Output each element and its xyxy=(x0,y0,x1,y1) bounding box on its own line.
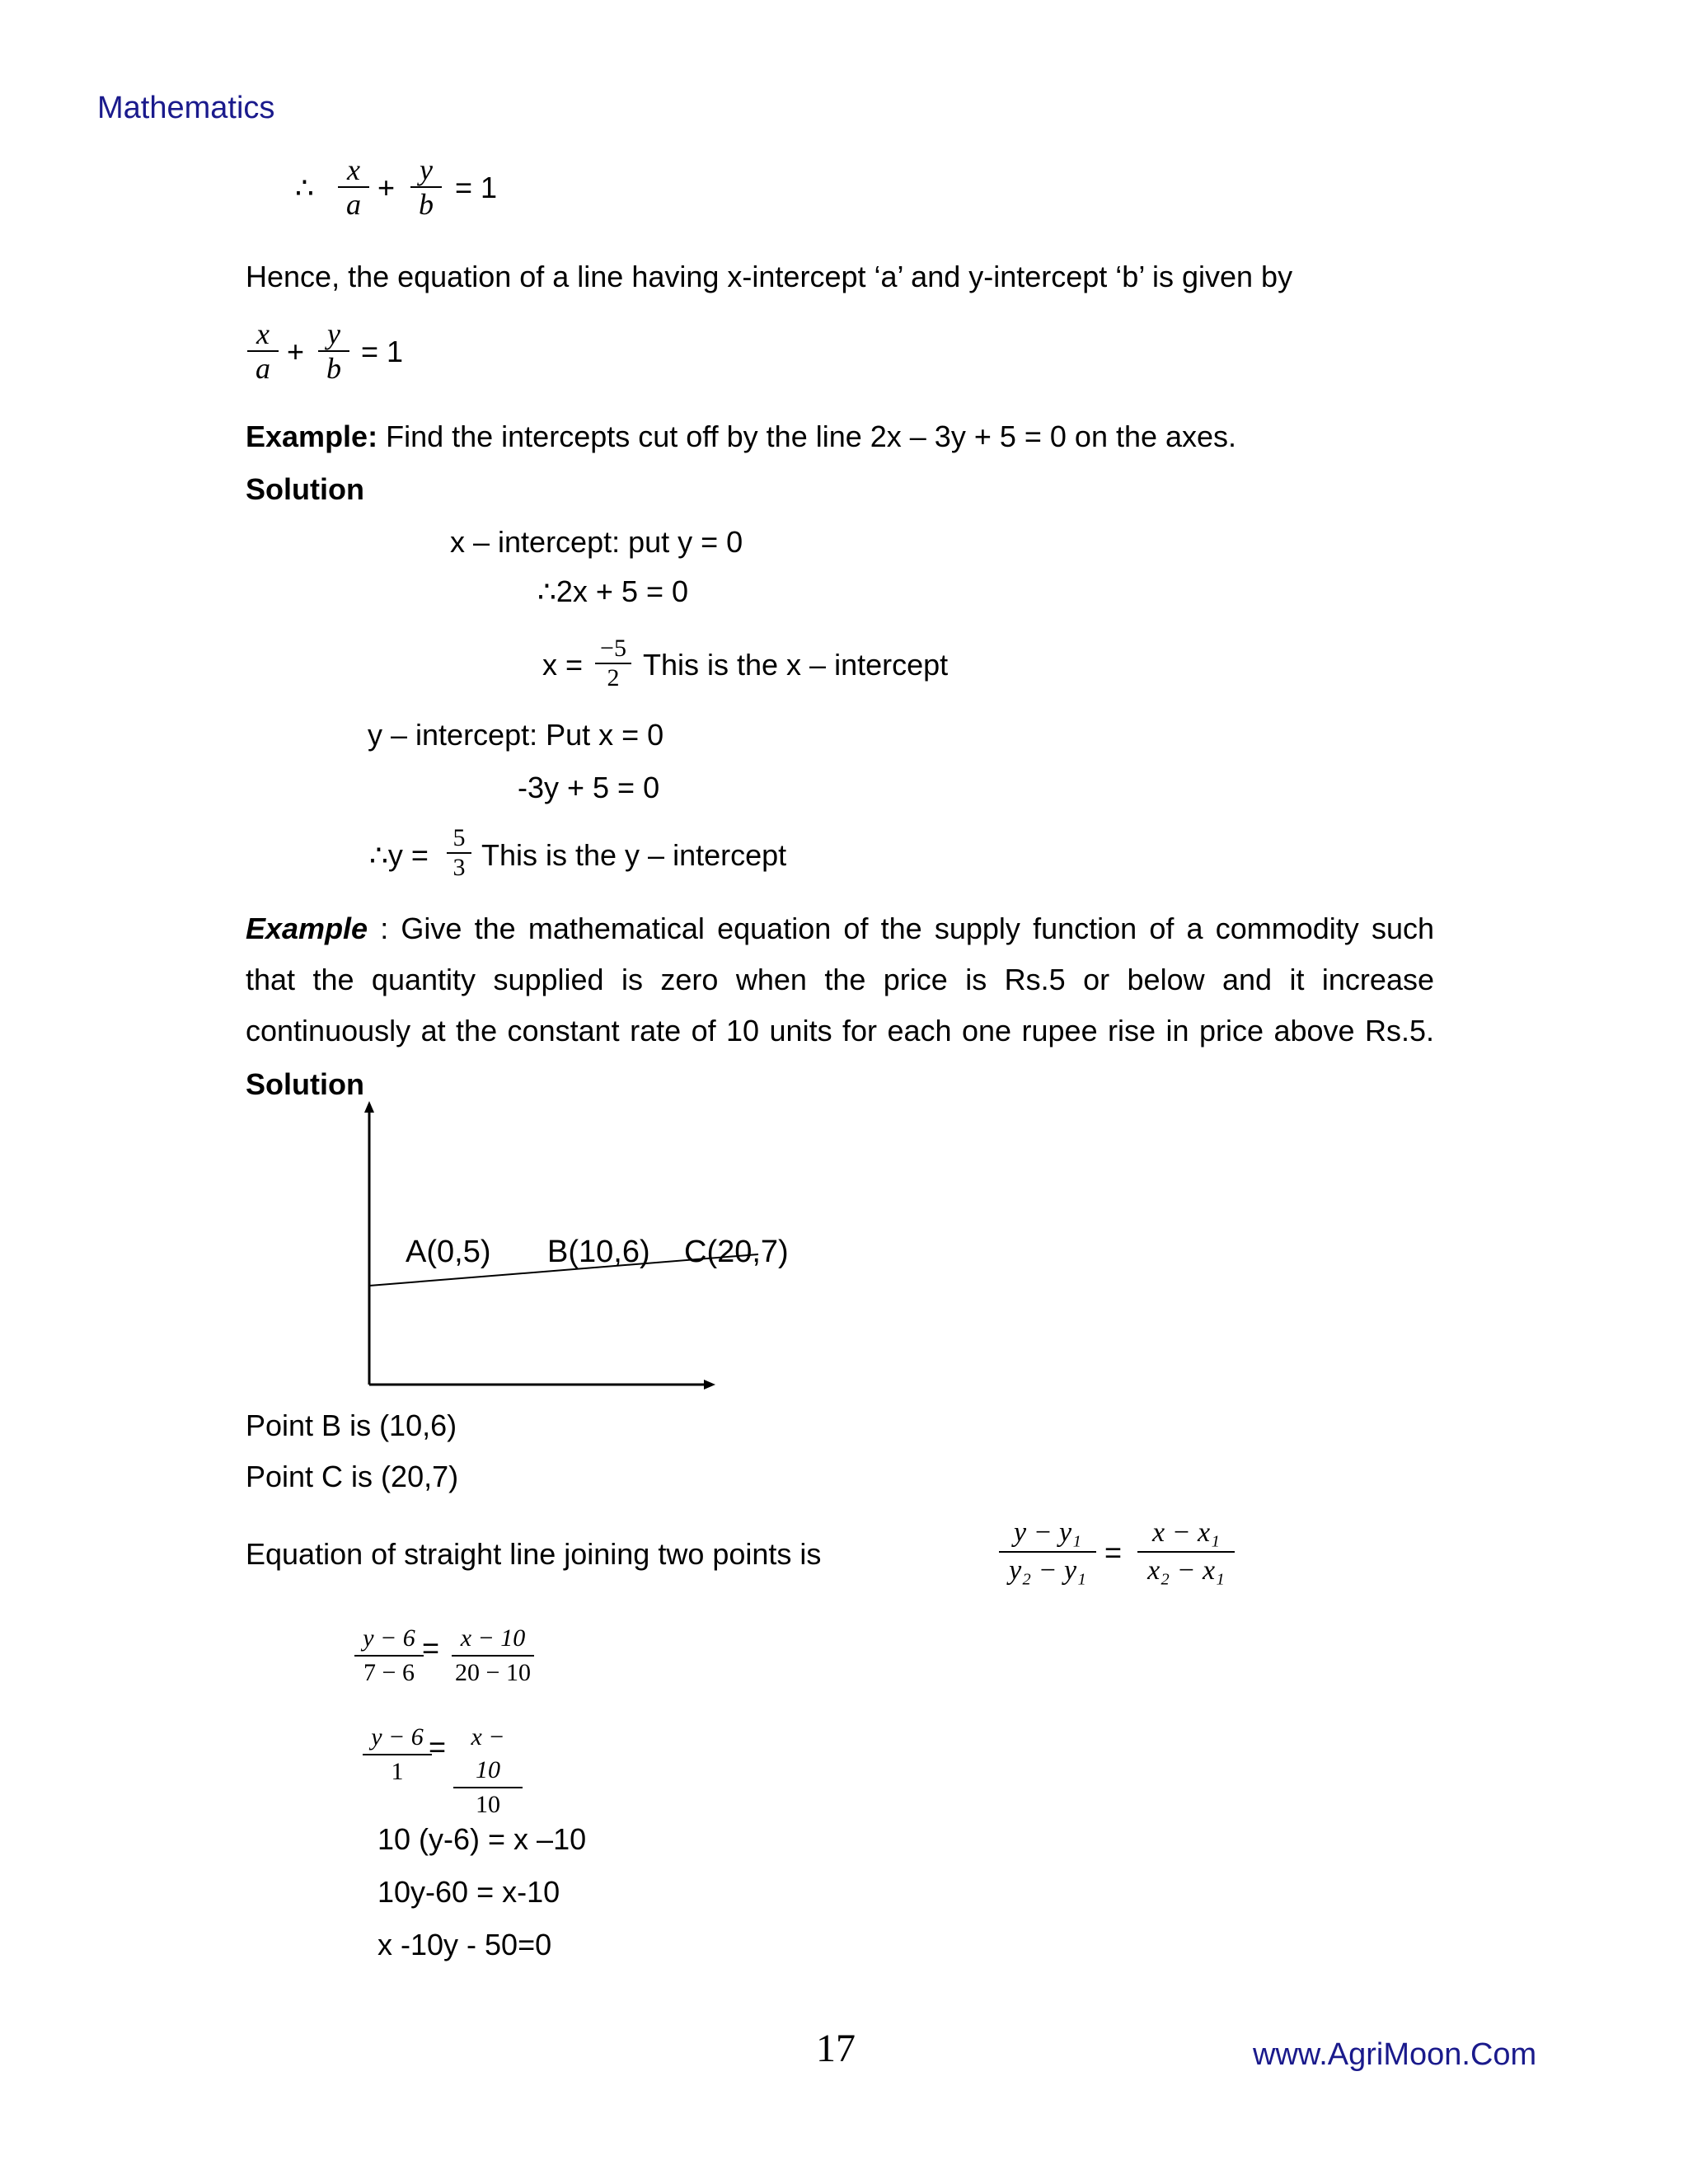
point-c-text: Point C is (20,7) xyxy=(246,1460,459,1493)
x-axis xyxy=(369,1380,715,1390)
point-b-text: Point B is (10,6) xyxy=(246,1408,457,1442)
numerator: x xyxy=(347,153,360,186)
numerator: x xyxy=(256,317,270,350)
example1-solution-label: Solution xyxy=(246,472,364,506)
denominator: 3 xyxy=(452,854,466,881)
step-line-1: 10 (y-6) = x –10 xyxy=(377,1822,587,1856)
denominator: 7 − 6 xyxy=(363,1659,415,1686)
fraction-minus5-over-2 xyxy=(595,635,631,692)
fraction-y-over-b xyxy=(318,317,349,385)
point-c-label: C(20,7) xyxy=(684,1235,789,1269)
x-intercept-step: x – intercept: put y = 0 xyxy=(450,525,743,559)
numerator: x − 10 xyxy=(460,1624,526,1652)
numerator: −5 xyxy=(600,635,626,662)
header-subject: Mathematics xyxy=(97,91,275,125)
denominator: b xyxy=(326,352,341,385)
fraction-step1-right xyxy=(452,1622,534,1690)
numerator: y − y₁ xyxy=(1014,1517,1081,1548)
equation-rhs: = 1 xyxy=(361,335,404,368)
y-result-lhs: ∴y = xyxy=(369,838,429,872)
therefore-symbol: ∴ xyxy=(295,171,314,204)
numerator: y − 6 xyxy=(363,1624,415,1652)
denominator: a xyxy=(256,352,270,385)
y-intercept-equation: -3y + 5 = 0 xyxy=(518,771,660,804)
equals-sign: = xyxy=(422,1631,440,1665)
y-axis xyxy=(364,1101,374,1385)
denominator: x₂ − x₁ xyxy=(1147,1555,1225,1586)
numerator: y − 6 xyxy=(371,1723,424,1750)
numerator: y xyxy=(327,317,340,350)
denominator: a xyxy=(346,188,361,221)
fraction-step1-left xyxy=(354,1622,424,1690)
step-line-2: 10y-60 = x-10 xyxy=(377,1875,560,1909)
step-line-3: x -10y - 50=0 xyxy=(377,1928,552,1961)
numerator: x − 10 xyxy=(471,1723,505,1783)
fraction-step2-right xyxy=(453,1721,523,1821)
equals-sign: = xyxy=(1104,1535,1123,1569)
hence-text: Hence, the equation of a line having x-intercept ‘a’ and y-intercept ‘b’ is given by xyxy=(246,260,1293,293)
fraction-x-over-a xyxy=(247,317,279,385)
x-intercept-note: This is the x – intercept xyxy=(643,648,949,682)
fraction-step2-left xyxy=(363,1721,432,1788)
example2-statement xyxy=(246,903,1434,1108)
fraction-y-diff xyxy=(999,1515,1096,1589)
equals-sign: = xyxy=(429,1730,447,1764)
numerator: x − x₁ xyxy=(1152,1517,1220,1548)
x-result-lhs: x = xyxy=(542,648,584,682)
denominator: 1 xyxy=(391,1758,404,1785)
example1-text: Find the intercepts cut off by the line 2x – 3y + 5 = 0 on the axes. xyxy=(377,419,1237,453)
numerator: 5 xyxy=(452,824,466,851)
denominator: y₂ − y₁ xyxy=(1009,1555,1086,1586)
numerator: y xyxy=(420,153,433,186)
fraction-x-over-a xyxy=(338,153,369,221)
website-link[interactable]: www.AgriMoon.Com xyxy=(1253,2037,1537,2072)
x-intercept-equation: ∴2x + 5 = 0 xyxy=(537,574,689,608)
line-equation-text: Equation of straight line joining two points is xyxy=(246,1537,822,1571)
denominator: b xyxy=(419,188,434,221)
fraction-5-over-3 xyxy=(447,824,471,882)
fraction-y-over-b xyxy=(410,153,442,221)
denominator: 10 xyxy=(476,1791,500,1818)
point-b-label: B(10,6) xyxy=(547,1235,650,1269)
example2-label: Example xyxy=(246,912,368,945)
point-a-label: A(0,5) xyxy=(406,1235,491,1269)
page-number: 17 xyxy=(816,2027,856,2070)
plus-sign: + xyxy=(287,335,305,368)
example2-solution-label: Solution xyxy=(246,1067,364,1101)
fraction-x-diff xyxy=(1137,1515,1235,1589)
equation-rhs: = 1 xyxy=(455,171,498,204)
example2-text: : Give the mathematical equation of the supply function of a commodity such that the quantity supplied is zero when the price is Rs.5 or below and it increase continuously at the constant rate of 10 units for each one rupee rise in price above Rs.5. xyxy=(246,912,1434,1047)
y-intercept-note: This is the y – intercept xyxy=(481,838,787,872)
example1-label: Example: xyxy=(246,419,378,453)
plus-sign: + xyxy=(377,171,396,204)
denominator: 20 − 10 xyxy=(455,1659,531,1686)
y-intercept-step: y – intercept: Put x = 0 xyxy=(368,718,664,752)
denominator: 2 xyxy=(607,664,620,691)
example1-statement xyxy=(246,420,1236,453)
